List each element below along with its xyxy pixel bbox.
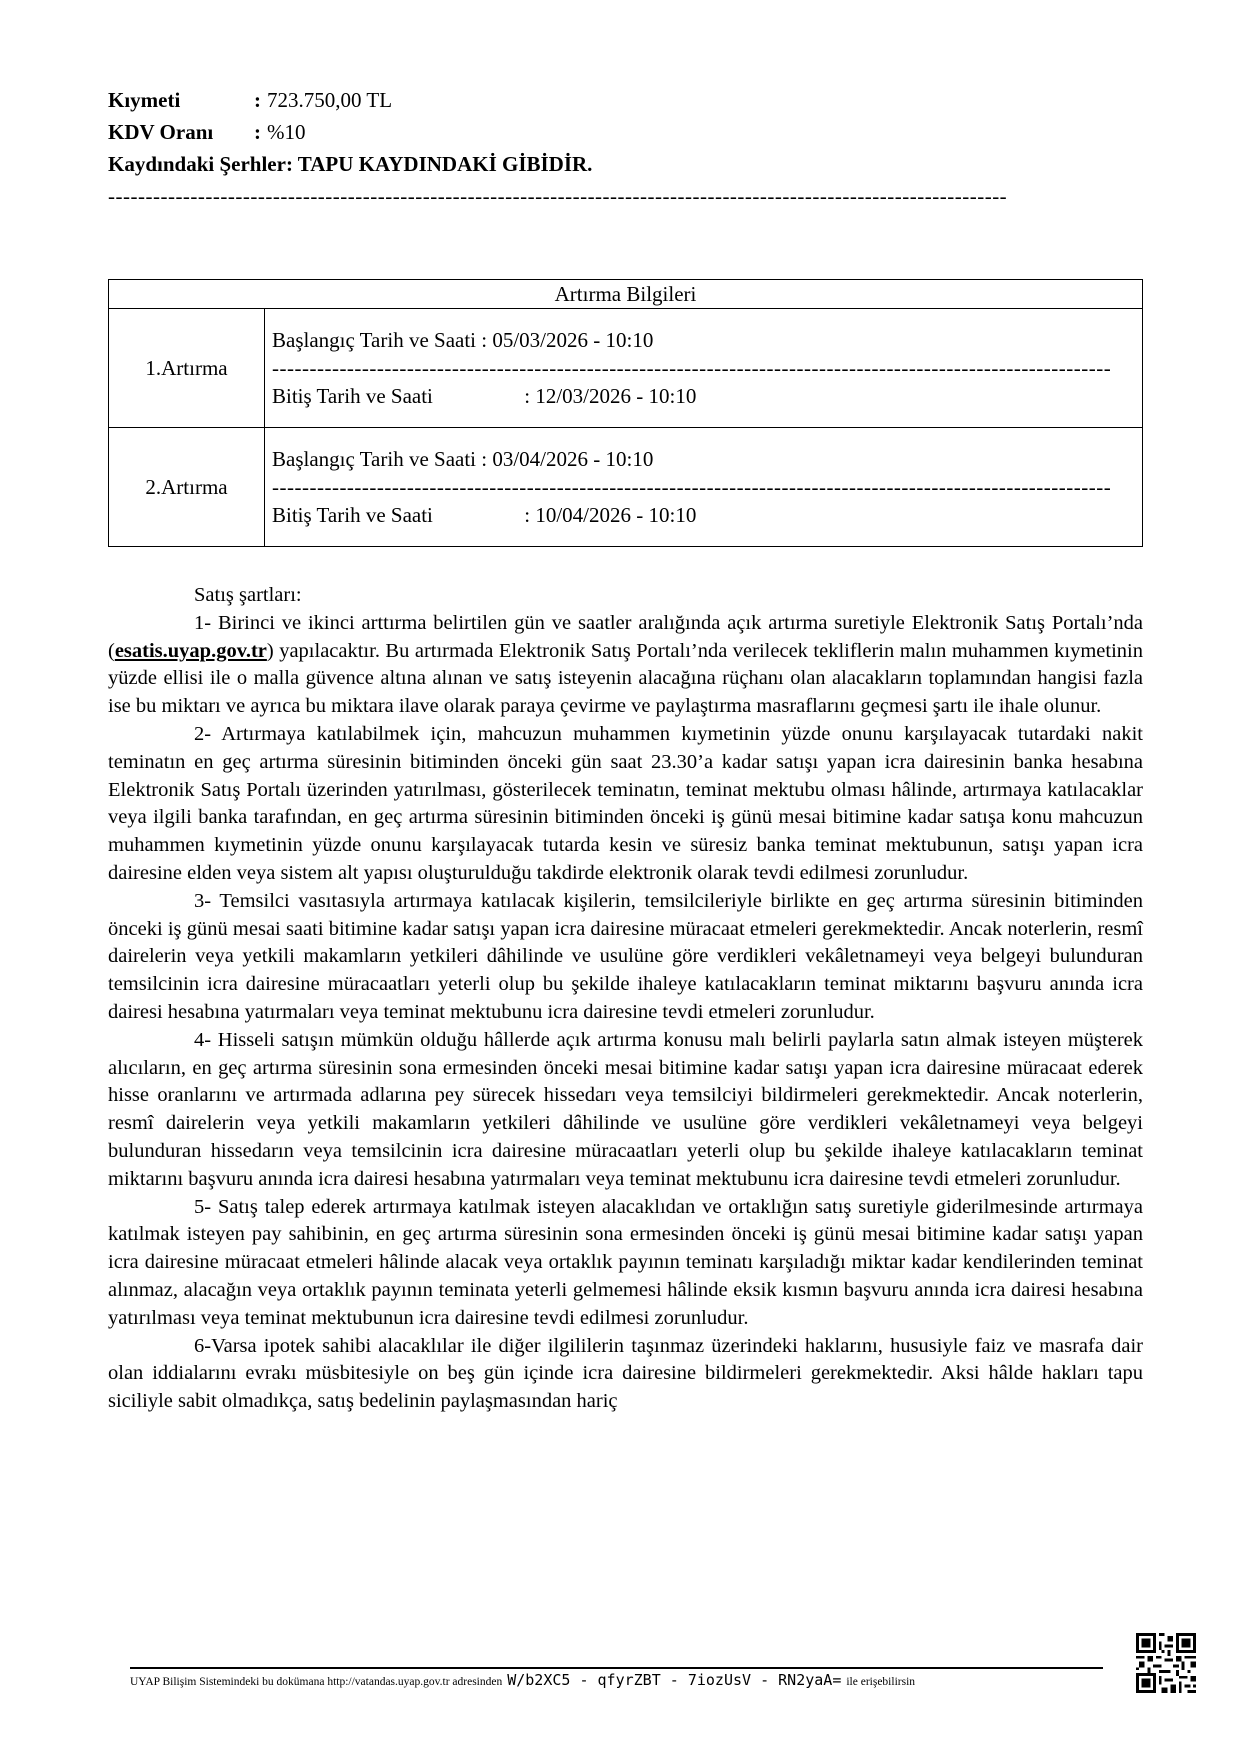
auction-round-row [109,309,1143,428]
vat-row [108,116,592,148]
verification-code: W/b2XC5 - qfyrZBT - 7iozUsV - RN2yaA= [507,1671,842,1689]
term-item-1 [108,610,1143,721]
footer-verification [130,1671,915,1689]
end-label: Bitiş Tarih ve Saati [272,503,433,527]
end-label: Bitiş Tarih ve Saati [272,384,433,408]
row-divider: ---------------------------------------------------------------------------------------------------------------- [272,356,1112,380]
end-value: : 10/04/2026 - 10:10 [524,503,697,527]
annotations-text: Kaydındaki Şerhler: TAPU KAYDINDAKİ GİBİDİR. [108,152,593,176]
term-1-text-a: 1- Birinci ve ikinci arttırma belirtilen gün ve saatler aralığında açık artırma suretiyle Elektronik Satış Portalı’nda ( [108,611,1143,662]
row-divider: ---------------------------------------------------------------------------------------------------------------- [272,475,1112,499]
vat-rate: %10 [267,120,306,144]
end-value: : 12/03/2026 - 10:10 [524,384,697,408]
auction-table-title: Artırma Bilgileri [109,280,1143,309]
auction-info-table [108,279,1143,547]
footer-rule [130,1667,1103,1669]
term-item-5: 5- Satış talep ederek artırmaya katılmak isteyen alacaklıdan ve ortaklığın satış suretiyle giderilmesinde artırmaya katılmak isteyen pay sahibinin, en geç artırma süresinin sona ermesinden önceki iş günü mesai bitimine kadar satışı yapan icra dairesine müracaat etmeleri hâlinde alacak veya ortaklık payının teminatı karşıladığı miktar kadar kendilerinden teminat alınmaz, alacağın veya ortaklık payının teminata yeterli gelmemesi hâlinde eksik kısmın başvuru anında icra dairesi hesabına yatırılması veya teminat mektubunun icra dairesine tevdi edilmesi zorunludur. [108,1195,1143,1329]
vat-sep: : [254,120,261,144]
term-item-4: 4- Hisseli satışın mümkün olduğu hâllerde açık artırma konusu malı belirli paylarla satın almak isteyen müşterek alıcıların, en geç artırma süresinin sona ermesinden önceki mesai bitimine kadar satışı yapan icra dairesine müracaat ederek hisse oranlarını ve artırmada adlarına pey sürecek hissedarı veya temsilciyi bildirmeleri gerekmektedir. Ancak noterlerin, resmî dairelerin veya yetkili makamların yetkileri dâhilinde ve usulüne göre verdikleri vekâletnameyi veya belgeyi bulunduran hissedarın veya temsilcinin icra dairesine müracaatları yeterli olup bu şekilde ihaleye katılacakların teminat miktarını başvuru anında icra dairesi hesabına yatırmaları veya teminat mektubunu icra dairesine tevdi etmeleri zorunludur. [108,1028,1143,1190]
start-line [272,325,1142,355]
value-sep: : [254,88,261,112]
annotations-row [108,148,592,180]
start-value: : 03/04/2026 - 10:10 [481,447,654,471]
start-value: : 05/03/2026 - 10:10 [481,328,654,352]
esatis-link[interactable]: esatis.uyap.gov.tr [114,639,267,662]
auction-round-row [109,428,1143,547]
round-detail [265,309,1143,428]
value-amount: 723.750,00 TL [267,88,393,112]
vat-label: KDV Oranı [108,120,214,144]
sale-terms [108,582,1143,1416]
footer-suffix: ile erişebilirsin [846,1676,916,1688]
term-item-3: 3- Temsilci vasıtasıyla artırmaya katılacak kişilerin, temsilcileriyle birlikte en geç artırma süresinin bitiminden önceki iş günü mesai saati bitimine kadar satışı yapan icra dairesine müracaat etmeleri gerekmektedir. Ancak noterlerin, resmî dairelerin veya yetkili makamların yetkileri dâhilinde ve usulüne göre verdikleri vekâletnameyi veya belgeyi bulunduran temsilcinin icra dairesine müracaatları yeterli olup bu şekilde ihaleye katılacakların teminat miktarını başvuru anında icra dairesi hesabına yatırmaları veya teminat mektubunu icra dairesine tevdi etmeleri zorunludur. [108,889,1143,1023]
end-line [272,381,1142,411]
sale-terms-heading: Satış şartları: [194,584,302,606]
footer-prefix: UYAP Bilişim Sistemindeki bu dokümana http://vatandas.uyap.gov.tr adresinden [130,1676,503,1688]
term-item-2: 2- Artırmaya katılabilmek için, mahcuzun muhammen kıymetinin yüzde onunu karşılayacak tutardaki nakit teminatın en geç artırma süresinin bitiminden önceki gün saat 23.30’a kadar satışı yapan icra dairesinin banka hesabına Elektronik Satış Portalı üzerinden yatırılması, gösterilecek teminatın, teminat mektubu olması hâlinde, artırmaya katılacaklar veya ilgili banka tarafından, en geç artırma süresinin bitiminden önceki iş günü mesai bitimine kadar satışa konu mahcuzun muhammen kıymetinin yüzde onunu karşılayacak tutarda kesin ve süresiz banka teminat mektubunun, satışı yapan icra dairesine elden veya sistem alt yapısı oluşturulduğu takdirde elektronik olarak tevdi edilmesi zorunludur. [108,722,1143,884]
qr-code-icon [1136,1633,1196,1693]
term-1-text-b: ) yapılacaktır. Bu artırmada Elektronik Satış Portalı’nda verilecek tekliflerin malın muhammen kıymetinin yüzde ellisi ile o malla güvence altına alınan ve satış isteyenin alacağına rüçhanı olan alacakların toplamından hangisi fazla ise bu miktarı ve ayrıca bu miktara ilave olarak paraya çevirme ve paylaştırma masraflarını geçmesi şartı ile ihale olunur. [108,639,1143,718]
start-line [272,444,1142,474]
start-label: Başlangıç Tarih ve Saati [272,447,477,471]
term-item-6: 6-Varsa ipotek sahibi alacaklılar ile diğer ilgililerin taşınmaz üzerindeki haklarını, hususiyle faiz ve masrafa dair olan iddialarını evrakı müsbitesiyle on beş gün içinde icra dairesine bildirmeleri gerekmektedir. Aksi hâlde hakları tapu siciliyle sabit olmadıkça, satış bedelinin paylaşmasından hariç [108,1334,1143,1413]
property-info [108,84,592,180]
value-label: Kıymeti [108,88,181,112]
round-label: 1.Artırma [109,309,265,428]
start-label: Başlangıç Tarih ve Saati [272,328,477,352]
round-detail [265,428,1143,547]
value-row [108,84,592,116]
round-label: 2.Artırma [109,428,265,547]
end-line [272,500,1142,530]
section-divider: ------------------------------------------------------------------------------------------------------------------------ [108,186,1008,206]
